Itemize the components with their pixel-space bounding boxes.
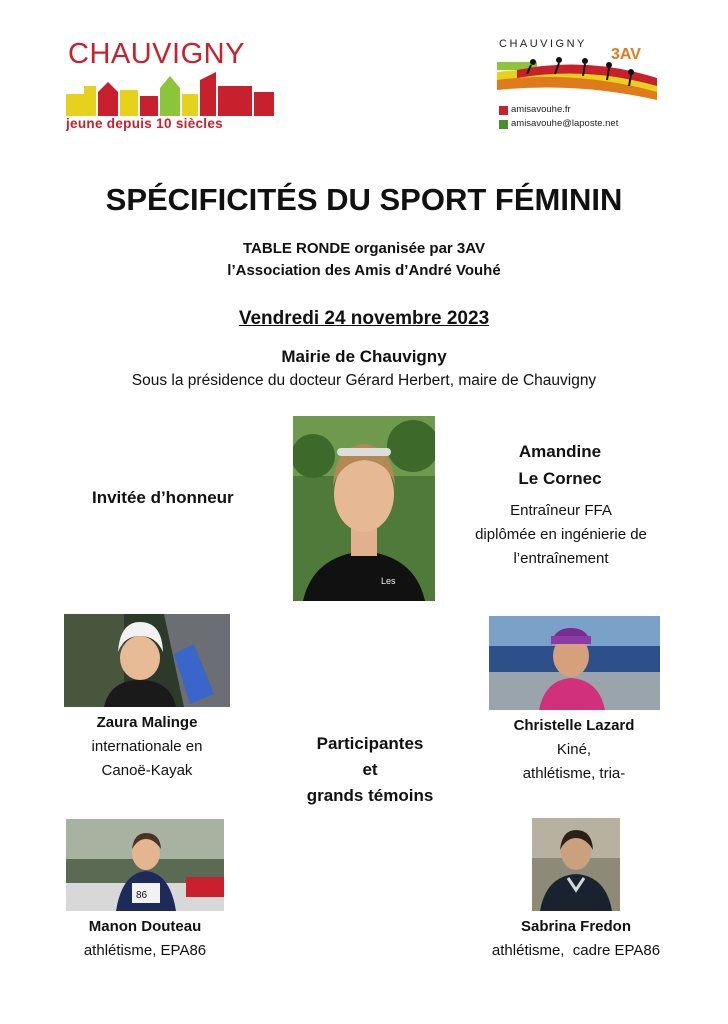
tav-logo-short: 3AV — [611, 46, 641, 63]
participant-name: Manon Douteau — [88, 918, 202, 935]
guest-of-honor-photo — [293, 416, 435, 601]
participant-name: Christelle Lazard — [513, 717, 635, 734]
web-icon — [499, 106, 508, 115]
participant-role-line: athlétisme, tria- — [522, 765, 626, 782]
svg-text:Les: Les — [381, 576, 396, 586]
participant-photo-christelle-lazard — [489, 616, 660, 710]
subtitle-line-2: l’Association des Amis d’André Vouhé — [227, 262, 501, 279]
page-title: SPÉCIFICITÉS DU SPORT FÉMININ — [105, 182, 623, 217]
event-date — [0, 308, 728, 330]
event-presidency: Sous la présidence du docteur Gérard Herbert, maire de Chauvigny — [131, 372, 597, 389]
mail-icon — [499, 120, 508, 129]
guest-of-honor-label: Invitée d’honneur — [92, 488, 234, 507]
event-date-text: Vendredi 24 novembre 2023 — [238, 308, 490, 329]
participant-role-line: Canoë-Kayak — [101, 762, 193, 779]
svg-text:86: 86 — [136, 890, 148, 901]
tav-runners-graphic — [497, 52, 657, 102]
participant-role-line: internationale en — [91, 738, 203, 755]
subtitle-line-1: TABLE RONDE organisée par 3AV — [243, 240, 485, 257]
guest-last-name: Le Cornec — [518, 469, 602, 488]
guest-role-line: l’entraînement — [513, 550, 609, 567]
chauvigny-rooftops-graphic — [66, 72, 280, 116]
guest-role-line: Entraîneur FFA — [510, 502, 612, 519]
participants-label-line: et — [362, 760, 378, 779]
participant-photo-sabrina-fredon — [532, 818, 620, 911]
participant-name: Sabrina Fredon — [520, 918, 632, 935]
guest-first-name: Amandine — [518, 442, 602, 461]
guest-role-line: diplômée en ingénierie de — [475, 526, 647, 543]
participant-role-line: Kiné, — [556, 741, 592, 758]
tav-website: amisavouhe.fr — [511, 104, 571, 115]
chauvigny-logo-tagline: jeune depuis 10 siècles — [66, 116, 223, 131]
participants-label-line: grands témoins — [306, 786, 434, 805]
chauvigny-logo — [66, 38, 280, 138]
participant-photo-zaura-malinge — [64, 614, 230, 707]
tav-logo — [497, 38, 657, 134]
participant-name: Zaura Malinge — [96, 714, 198, 731]
participant-role-line: athlétisme, EPA86 — [83, 942, 207, 959]
participants-label-line: Participantes — [316, 734, 424, 753]
tav-logo-town: CHAUVIGNY — [499, 38, 587, 50]
event-venue: Mairie de Chauvigny — [281, 347, 447, 366]
tav-email: amisavouhe@laposte.net — [511, 118, 619, 129]
chauvigny-logo-name: CHAUVIGNY — [68, 38, 245, 70]
participant-photo-manon-douteau — [66, 819, 224, 911]
participant-role-line: athlétisme, cadre EPA86 — [491, 942, 661, 959]
